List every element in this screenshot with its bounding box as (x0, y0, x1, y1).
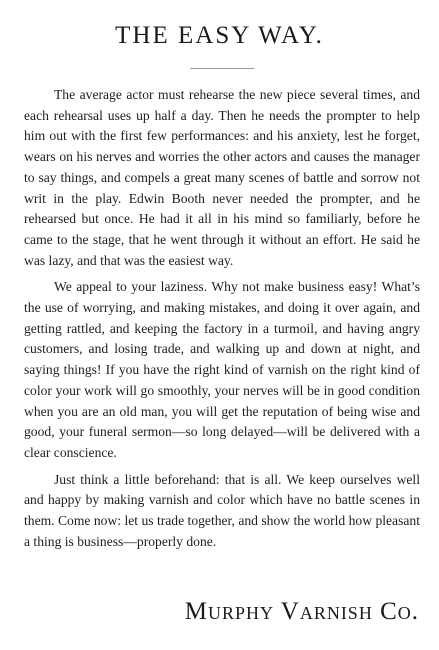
paragraph-3: Just think a little beforehand: that is all. We keep ourselves well and happy by making varnish and color which have no battle scenes in them. Come now: let us trade together, and show the world how pleasant a thing is business—properly done. (24, 471, 420, 549)
company-signature: Murphy Varnish Co. (184, 598, 419, 625)
body-text (24, 85, 420, 552)
paragraph-2: We appeal to your laziness. Why not make business easy! What’s the use of worrying, and making mistakes, and doing it over again, and getting rattled, and keeping the factory in a turmoil, and having angry customers, and losing trade, and walking up and down at night, and saying things! If you have the right kind of varnish on the right kind of color your work will go smoothly, your nerves will be in good condition when you are an old man, you will get the reputation of being wise and good, your funeral sermon—so long delayed—will be delivered with a clear conscience. (24, 279, 420, 460)
page-title: THE EASY WAY. (115, 22, 324, 49)
title-divider (190, 68, 254, 69)
paragraph-1: The average actor must rehearse the new piece several times, and each rehearsal uses up half a day. Then he needs the prompter to help him out with the first few performances: and his anxiety, lest he forget, wears on his nerves and worries the other actors and causes the manager to say things, and compels a great many scenes of battle and sorrow not writ in the play. Edwin Booth never needed the prompter, and he rehearsed but once. He had it all in his mind so familiarly, before he came to the stage, that he went through it without an effort. He said he was lazy, and that was the easiest way. (24, 87, 420, 268)
